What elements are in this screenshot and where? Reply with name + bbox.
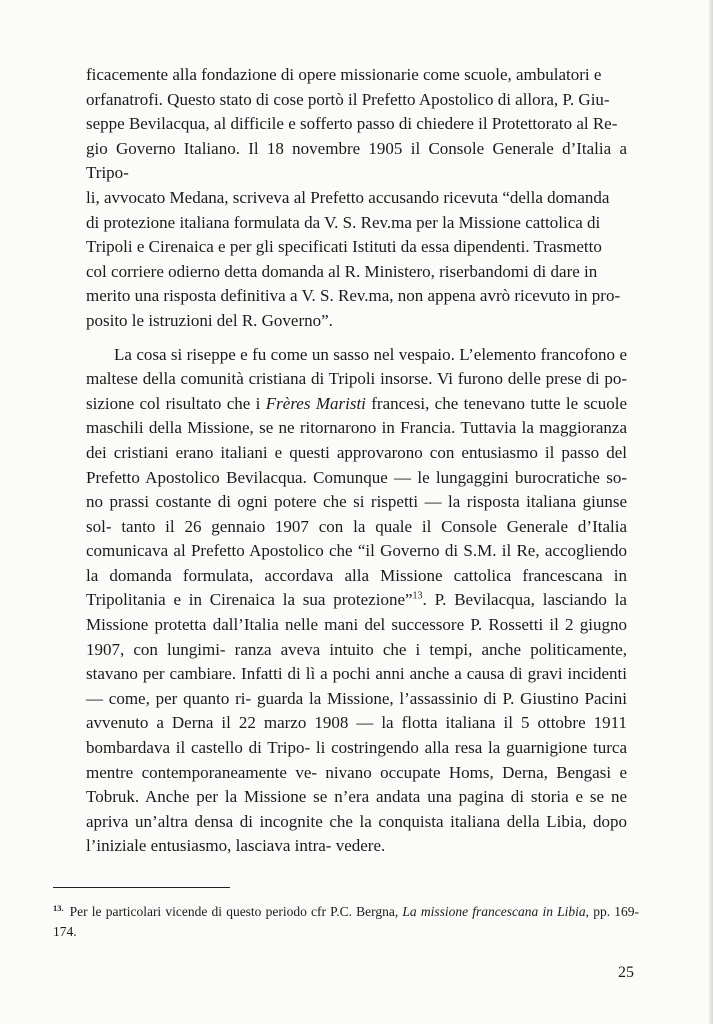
page-number: 25: [618, 964, 634, 981]
text-line: li, avvocato Medana, scriveva al Prefetto accusando ricevuta “della domanda: [86, 187, 610, 207]
footnote-text-b: , pp. 169-174.: [53, 904, 639, 939]
italic-term-freres-maristi: Frères Maristi: [265, 393, 366, 413]
paragraph-1: [86, 63, 627, 334]
text-line: orfanatrofi. Questo stato di cose portò il Prefetto Apostolico di allora, P. Giu-: [86, 89, 610, 109]
footnote: [53, 902, 639, 941]
footnote-reference[interactable]: 13: [412, 590, 423, 602]
text-line: seppe Bevilacqua, al difficile e sofferto passo di chiedere il Protettorato al Re-: [86, 114, 618, 134]
paragraph-2: [86, 343, 627, 859]
paragraph-2-part-a: La cosa si riseppe e fu come un sasso nel vespaio. L’elemento francofono e maltese della comunità cristiana di Tripoli insorse. Vi furono delle prese di po- sizione col risultato che i: [86, 344, 627, 413]
text-line: col corriere odierno detta domanda al R. Ministero, riserbandomi di dare in: [86, 261, 598, 281]
text-line: di protezione italiana formulata da V. S. Rev.ma per la Missione cattolica di: [86, 212, 601, 232]
footnote-text-a: Per le particolari vicende di questo periodo cfr P.C. Bergna,: [69, 904, 403, 919]
footnote-book-title: La missione francescana in Libia: [402, 904, 586, 919]
text-line-last: posito le istruzioni del R. Governo”.: [86, 310, 333, 330]
paragraph-2-part-b: francesi, che tenevano tutte le scuole maschili della Missione, se ne ritornarono in Francia. Tuttavia la maggioranza dei cristiani erano italiani e questi approvarono con entusiasmo il passo del Prefetto Apostolico Bevilacqua. Comunque — le lungaggini burocratiche so- no prassi costante di ogni potere che si rispetti — la risposta italiana giunse sol- tanto il 26 gennaio 1907 con la quale il Console Generale d’Italia comunicava al Prefetto Apostolico che “il Governo di S.M. il Re, accogliendo la domanda formulata, accordava alla Missione cattolica francescana in Tripolitania e in Cirenaica la sua protezione”: [86, 393, 627, 610]
text-line: merito una risposta definitiva a V. S. Rev.ma, non appena avrò ricevuto in pro-: [86, 286, 621, 306]
paragraph-2-text: [86, 343, 627, 859]
text-line: ficacemente alla fondazione di opere missionarie come scuole, ambulatori e: [86, 65, 602, 84]
text-line: Tripoli e Cirenaica e per gli specificati Istituti da essa dipendenti. Trasmetto: [86, 237, 602, 257]
footnote-number: 13.: [53, 902, 64, 913]
paragraph-2-part-c: . P. Bevilacqua, lasciando la Missione protetta dall’Italia nelle mani del successore P. Rossetti il 2 giugno 1907, con lungimi- ranza aveva intuito che i tempi, anche politicamente, stavano per cambiare. Infatti di lì a pochi anni anche a causa di gravi incidenti — come, per quanto ri- guarda la Missione, l’assassinio di P. Giustino Pacini avvenuto a Derna il 22 marzo 1908 — la flotta italiana il 5 ottobre 1911 bombardava il castello di Tripo- li costringendo alla resa la guarnigione turca mentre contemporaneamente ve- nivano occupate Homs, Derna, Bengasi e Tobruk. Anche per la Missione se n’era andata una pagina di storia e se ne apriva un’altra densa di incognite che la conquista italiana della Libia, dopo l’iniziale entusiasmo, lasciava intra- vedere.: [86, 590, 627, 856]
footnote-separator: [53, 887, 230, 888]
scan-edge-shadow: [709, 0, 713, 1024]
text-line: gio Governo Italiano. Il 18 novembre 1905 il Console Generale d’Italia a Tripo-: [86, 138, 627, 183]
